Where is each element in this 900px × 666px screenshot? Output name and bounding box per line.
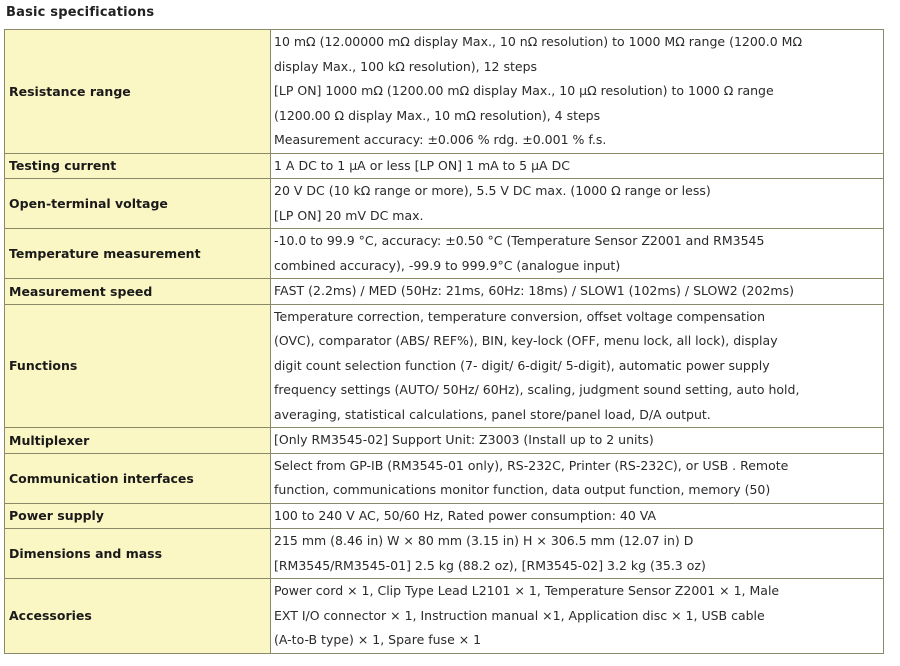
spec-value-line: 20 V DC (10 kΩ range or more), 5.5 V DC max. (1000 Ω range or less) [274, 183, 711, 198]
spec-row [5, 279, 884, 305]
spec-value-line: (OVC), comparator (ABS/ REF%), BIN, key-lock (OFF, menu lock, all lock), display [274, 333, 778, 348]
spec-label: Resistance range [5, 30, 271, 154]
spec-value [271, 229, 884, 279]
spec-row [5, 428, 884, 454]
spec-value-line: averaging, statistical calculations, panel store/panel load, D/A output. [274, 406, 711, 422]
spec-value-line: -10.0 to 99.9 °C, accuracy: ±0.50 °C (Temperature Sensor Z2001 and RM3545 [274, 233, 765, 248]
spec-row [5, 153, 884, 179]
spec-value-line: digit count selection function (7- digit/ 6-digit/ 5-digit), automatic power supply [274, 357, 770, 373]
spec-row [5, 453, 884, 503]
spec-value-line: (1200.00 Ω display Max., 10 mΩ resolution), 4 steps [274, 107, 601, 123]
spec-value [271, 304, 884, 428]
spec-value-line: [LP ON] 1000 mΩ (1200.00 mΩ display Max., 10 μΩ resolution) to 1000 Ω range [274, 83, 774, 98]
spec-row [5, 503, 884, 529]
spec-value-line: (A-to-B type) × 1, Spare fuse × 1 [274, 632, 482, 647]
spec-value [271, 279, 884, 305]
spec-label: Testing current [5, 153, 271, 179]
spec-label: Temperature measurement [5, 229, 271, 279]
spec-value-line: combined accuracy), -99.9 to 999.9°C (analogue input) [274, 257, 621, 273]
spec-value-line: FAST (2.2ms) / MED (50Hz: 21ms, 60Hz: 18ms) / SLOW1 (102ms) / SLOW2 (202ms) [274, 283, 794, 298]
spec-value [271, 30, 884, 154]
spec-row [5, 229, 884, 279]
specifications-table-body [5, 30, 884, 654]
spec-label: Measurement speed [5, 279, 271, 305]
spec-value-line: Temperature correction, temperature conversion, offset voltage compensation [274, 308, 766, 324]
spec-value [271, 153, 884, 179]
spec-value-line: Measurement accuracy: ±0.006 % rdg. ±0.001 % f.s. [274, 132, 607, 147]
spec-value-line: 1 A DC to 1 μA or less [LP ON] 1 mA to 5 μA DC [274, 157, 570, 173]
spec-value [271, 428, 884, 454]
spec-value [271, 579, 884, 654]
spec-label: Accessories [5, 579, 271, 654]
spec-row [5, 529, 884, 579]
spec-value-line: function, communications monitor function, data output function, memory (50) [274, 482, 771, 497]
spec-value-line: frequency settings (AUTO/ 50Hz/ 60Hz), scaling, judgment sound setting, auto hold, [274, 382, 800, 397]
spec-value-line: EXT I/O connector × 1, Instruction manual ×1, Application disc × 1, USB cable [274, 607, 765, 623]
specifications-table [4, 29, 884, 654]
section-title: Basic specifications [6, 5, 155, 20]
spec-value [271, 503, 884, 529]
spec-value [271, 453, 884, 503]
spec-value-line: [RM3545/RM3545-01] 2.5 kg (88.2 oz), [RM3545-02] 3.2 kg (35.3 oz) [274, 557, 706, 573]
spec-label: Dimensions and mass [5, 529, 271, 579]
spec-value-line: [LP ON] 20 mV DC max. [274, 207, 424, 223]
spec-value-line: display Max., 100 kΩ resolution), 12 steps [274, 58, 538, 74]
spec-value-line: [Only RM3545-02] Support Unit: Z3003 (Install up to 2 units) [274, 432, 654, 447]
spec-label: Open-terminal voltage [5, 179, 271, 229]
spec-value-line: 215 mm (8.46 in) W × 80 mm (3.15 in) H × 306.5 mm (12.07 in) D [274, 533, 694, 548]
spec-row [5, 30, 884, 154]
spec-value-line: 100 to 240 V AC, 50/60 Hz, Rated power consumption: 40 VA [274, 507, 657, 523]
spec-label: Functions [5, 304, 271, 428]
spec-value [271, 179, 884, 229]
spec-label: Multiplexer [5, 428, 271, 454]
spec-value-line: Power cord × 1, Clip Type Lead L2101 × 1, Temperature Sensor Z2001 × 1, Male [274, 583, 780, 598]
spec-value-line: Select from GP-IB (RM3545-01 only), RS-232C, Printer (RS-232C), or USB . Remote [274, 457, 789, 473]
spec-label: Communication interfaces [5, 453, 271, 503]
spec-row [5, 179, 884, 229]
spec-value-line: 10 mΩ (12.00000 mΩ display Max., 10 nΩ resolution) to 1000 MΩ range (1200.0 MΩ [274, 34, 802, 49]
spec-row [5, 579, 884, 654]
spec-row [5, 304, 884, 428]
spec-value [271, 529, 884, 579]
spec-label: Power supply [5, 503, 271, 529]
